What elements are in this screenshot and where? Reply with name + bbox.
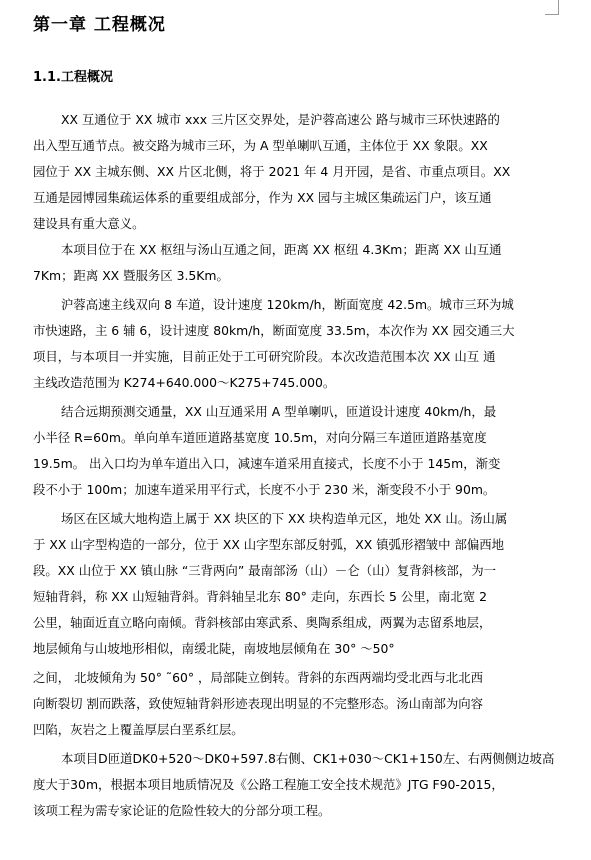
body-line: 该项工程为需专家论证的危险性较大的分部分项工程。 xyxy=(33,803,331,818)
body-line: 项目，与本项目一并实施，目前正处于工可研究阶段。本次改造范围本次 XX 山互 通 xyxy=(33,349,496,364)
body-line: 度大于30m，根据本项目地质情况及《公路工程施工安全技术规范》JTG F90-2015， xyxy=(33,777,504,792)
body-line: 小半径 R=60m。单向单车道匝道路基宽度 10.5m，对向分隔三车道匝道路基宽度 xyxy=(33,430,487,445)
body-line: 19.5m。 出入口均为单车道出入口，减速车道采用直接式，长度不小于 145m，渐变 xyxy=(33,456,501,471)
body-line: 市快速路，主 6 辅 6，设计速度 80km/h，断面宽度 33.5m，本次作为 XX 园交通三大 xyxy=(33,323,515,338)
body-line: 7Km；距离 XX 暨服务区 3.5Km。 xyxy=(33,268,229,283)
body-line: 向断裂切 割而跌落，致使短轴背斜形迹表现出明显的不完整形态。汤山南部为向容 xyxy=(33,696,484,711)
section-title: 1.1.工程概况 xyxy=(33,70,113,85)
body-line: 段不小于 100m；加速车道采用平行式，长度不小于 230 米，渐变段不小于 90m。 xyxy=(33,482,496,497)
page-corner-mark-vertical xyxy=(558,0,559,14)
body-line: 主线改造范围为 K274+640.000～K275+745.000。 xyxy=(33,375,336,390)
body-line: 本项目位于在 XX 枢纽与汤山互通之间，距离 XX 枢纽 4.3Km；距离 XX 山互通 xyxy=(61,242,502,257)
body-line: 段。XX 山位于 XX 镇山脉 “三背两向” 最南部汤（山）－仑（山）复背斜核部，为一 xyxy=(33,563,496,578)
body-line: 互通是园博园集疏运体系的重要组成部分，作为 XX 园与主城区集疏运门户，该互通 xyxy=(33,190,492,205)
body-line: 场区在区域大地构造上属于 XX 块区的下 XX 块构造单元区，地处 XX 山。汤山属 xyxy=(61,511,508,526)
body-line: 建设具有重大意义。 xyxy=(33,216,145,231)
body-line: 凹陷，灰岩之上覆盖厚层白垩系红层。 xyxy=(33,722,244,737)
body-line: XX 互通位于 XX 城市 xxx 三片区交界处，是沪蓉高速公 路与城市三环快速路的 xyxy=(61,112,500,127)
chapter-title: 第一章 工程概况 xyxy=(33,15,166,35)
body-line: 短轴背斜，称 XX 山短轴背斜。背斜轴呈北东 80° 走向，东西长 5 公里，南北宽 2 xyxy=(33,589,487,604)
body-line: 之间， 北坡倾角为 50° ˜60° ，局部陡立倒转。背斜的东西两端均受北西与北北西 xyxy=(33,670,483,685)
body-line: 结合远期预测交通量，XX 山互通采用 A 型单喇叭，匝道设计速度 40km/h，最 xyxy=(61,404,497,419)
body-line: 出入型互通节点。被交路为城市三环，为 A 型单喇叭互通，主体位于 XX 象限。XX xyxy=(33,138,488,153)
body-line: 园位于 XX 主城东侧、XX 片区北侧，将于 2021 年 4 月开园，是省、市重点项目。XX xyxy=(33,164,511,179)
body-line: 沪蓉高速主线双向 8 车道，设计速度 120km/h，断面宽度 42.5m。城市三环为城 xyxy=(61,297,514,312)
body-line: 公里，轴面近直立略向南倾。背斜核部由寒武系、奥陶系组成，两翼为志留系地层， xyxy=(33,615,492,630)
body-line: 地层倾角与山坡地形相似，南缓北陡，南坡地层倾角在 30° ～50° xyxy=(33,641,395,656)
body-line: 于 XX 山字型构造的一部分，位于 XX 山字型东部反射弧，XX 镇弧形褶皱中 部偏西地 xyxy=(33,537,505,552)
page-corner-mark-horizontal xyxy=(545,14,559,15)
body-line: 本项目D匝道DK0+520～DK0+597.8右侧、CK1+030～CK1+150左、右两侧侧边坡高 xyxy=(61,751,555,766)
